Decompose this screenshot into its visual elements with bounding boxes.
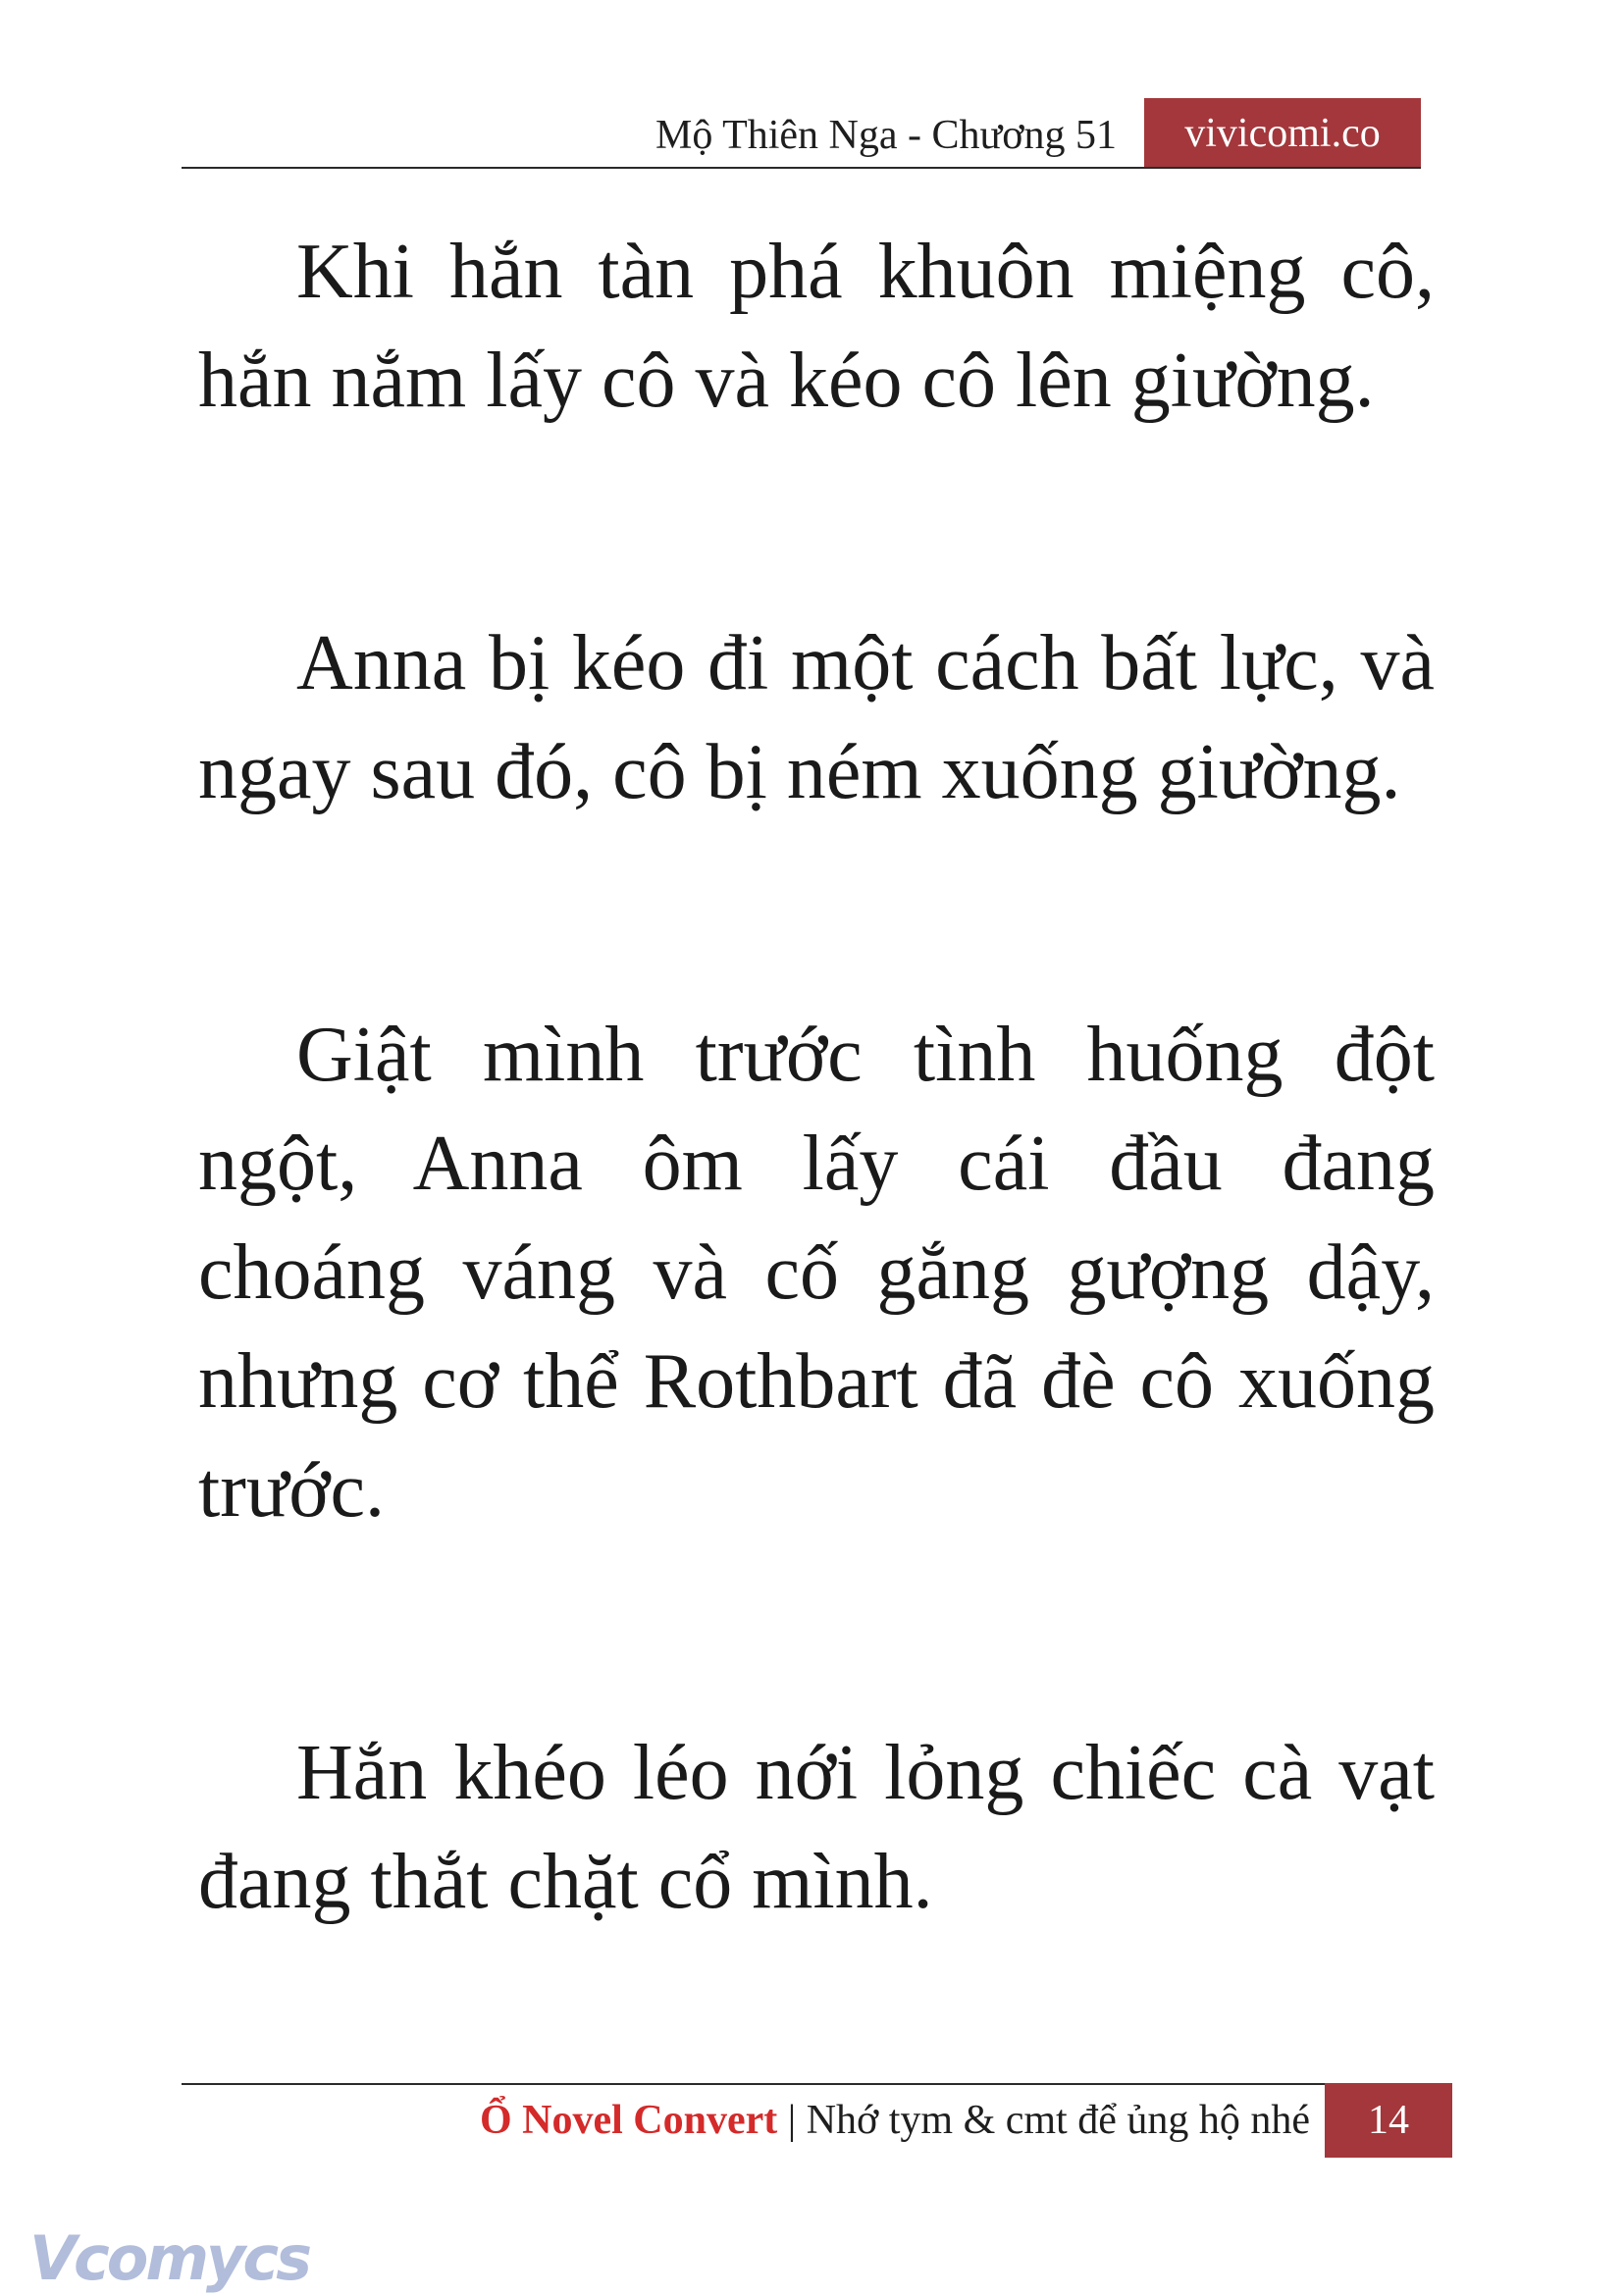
footer-divider (182, 2083, 1452, 2085)
header-divider (182, 167, 1421, 169)
footer-separator: | (777, 2098, 807, 2143)
paragraph: Anna bị kéo đi một cách bất lực, và ngay sau đó, cô bị ném xuống giường. (198, 620, 1435, 815)
page-header (182, 98, 1421, 169)
footer-message: Nhớ tym & cmt để ủng hộ nhé (806, 2098, 1310, 2143)
footer-brand: Ổ Novel Convert (479, 2098, 778, 2143)
chapter-body (198, 218, 1435, 1937)
site-badge: vivicomi.co (1144, 98, 1421, 169)
paragraph: Giật mình trước tình huống đột ngột, Anna ôm lấy cái đầu đang choáng váng và cố gắng gượng dậy, nhưng cơ thể Rothbart đã đè cô xuống trước. (198, 1012, 1435, 1534)
chapter-title: Mộ Thiên Nga - Chương 51 (655, 113, 1117, 158)
page-number: 14 (1325, 2083, 1452, 2158)
paragraph: Khi hắn tàn phá khuôn miệng cô, hắn nắm lấy cô và kéo cô lên giường. (198, 229, 1435, 424)
watermark-logo: Vcomycs (29, 2222, 310, 2294)
footer-credit (480, 2097, 1310, 2144)
paragraph: Hắn khéo léo nới lỏng chiếc cà vạt đang thắt chặt cổ mình. (198, 1730, 1435, 1925)
page-footer (182, 2083, 1452, 2158)
